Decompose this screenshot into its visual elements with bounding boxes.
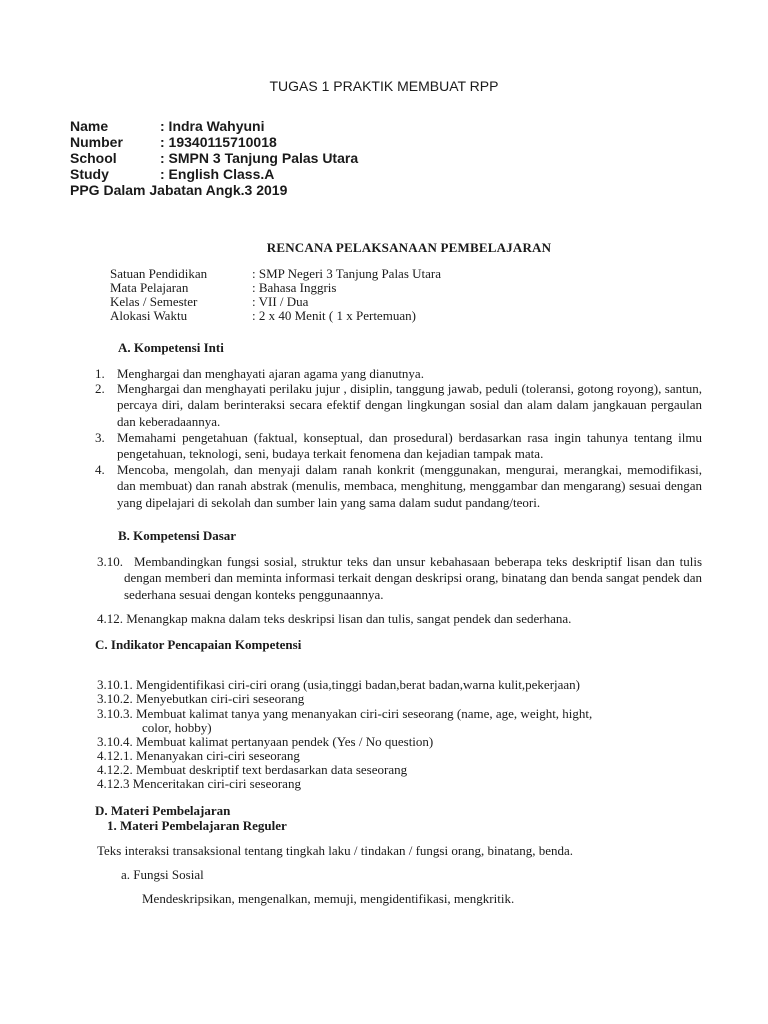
ki-number: 2. [95, 381, 105, 396]
section-heading-indikator: C. Indikator Pencapaian Kompetensi [95, 637, 302, 652]
identity-label-study: Study [70, 166, 109, 182]
meta-value-mapel: : Bahasa Inggris [252, 280, 337, 295]
meta-label-mapel: Mata Pelajaran [110, 280, 189, 295]
ki-number: 1. [95, 366, 105, 381]
indikator-item: 4.12.3 Menceritakan ciri-ciri seseorang [97, 776, 301, 791]
indikator-item-continuation: color, hobby) [142, 720, 212, 735]
meta-value-alokasi: : 2 x 40 Menit ( 1 x Pertemuan) [252, 308, 416, 323]
indikator-item: 3.10.2. Menyebutkan ciri-ciri seseorang [97, 691, 305, 706]
ki-number: 3. [95, 430, 105, 445]
identity-label-number: Number [70, 134, 123, 150]
materi-fungsi-sosial-text: Mendeskripsikan, mengenalkan, memuji, mengidentifikasi, mengkritik. [142, 891, 515, 906]
indikator-item: 3.10.3. Membuat kalimat tanya yang menanyakan ciri-ciri seseorang (name, age, weight, hight, [97, 706, 593, 721]
materi-intro: Teks interaksi transaksional tentang tingkah laku / tindakan / fungsi orang, binatang, benda. [97, 843, 573, 858]
kd-item: 4.12. Menangkap makna dalam teks deskripsi lisan dan tulis, sangat pendek dan sederhana. [97, 611, 572, 626]
identity-value-name: : Indra Wahyuni [160, 118, 265, 134]
ki-text: Memahami pengetahuan (faktual, konseptual, dan prosedural) berdasarkan rasa ingin tahunya tentang ilmu pengetahuan, teknologi, seni, budaya terkait fenomena dan kejadian tampak mata. [117, 430, 702, 462]
program-line: PPG Dalam Jabatan Angk.3 2019 [70, 182, 288, 198]
materi-item-fungsi-sosial: a. Fungsi Sosial [121, 867, 204, 882]
identity-label-school: School [70, 150, 117, 166]
meta-value-satuan: : SMP Negeri 3 Tanjung Palas Utara [252, 266, 442, 281]
identity-label-name: Name [70, 118, 109, 134]
section-heading-materi: D. Materi Pembelajaran [95, 803, 231, 818]
document-title: TUGAS 1 PRAKTIK MEMBUAT RPP [269, 78, 499, 94]
sub-heading-materi-reguler: 1. Materi Pembelajaran Reguler [107, 818, 287, 833]
meta-label-kelas: Kelas / Semester [110, 294, 198, 309]
identity-value-number: : 19340115710018 [160, 134, 277, 150]
rpp-title: RENCANA PELAKSANAAN PEMBELAJARAN [266, 240, 552, 255]
indikator-item: 3.10.4. Membuat kalimat pertanyaan pendek (Yes / No question) [97, 734, 434, 749]
ki-text: Mencoba, mengolah, dan menyaji dalam ranah konkrit (menggunakan, mengurai, merangkai, memodifikasi, dan membuat) dan ranah abstrak (menulis, membaca, menghitung, menggambar dan mengarang) sesuai dengan yang dipelajari di sekolah dan sumber lain yang sama dalam sudut pandang/teori. [117, 462, 702, 510]
meta-label-alokasi: Alokasi Waktu [110, 308, 188, 323]
kd-number: 3.10. [97, 554, 123, 569]
indikator-item: 4.12.1. Menanyakan ciri-ciri seseorang [97, 748, 300, 763]
meta-label-satuan: Satuan Pendidikan [110, 266, 208, 281]
indikator-item: 3.10.1. Mengidentifikasi ciri-ciri orang (usia,tinggi badan,berat badan,warna kulit,pekerjaan) [97, 677, 580, 692]
identity-value-school: : SMPN 3 Tanjung Palas Utara [160, 150, 359, 166]
kd-text: Membandingkan fungsi sosial, struktur teks dan unsur kebahasaan beberapa teks deskriptif lisan dan tulis dengan memberi dan meminta informasi terkait dengan deskripsi orang, binatang dan benda sangat pendek dan sederhana sesuai dengan konteks penggunaannya. [124, 554, 702, 602]
section-heading-kompetensi-inti: A. Kompetensi Inti [118, 340, 224, 355]
indikator-item: 4.12.2. Membuat deskriptif text berdasarkan data seseorang [97, 762, 408, 777]
meta-value-kelas: : VII / Dua [252, 294, 309, 309]
ki-number: 4. [95, 462, 105, 477]
section-heading-kompetensi-dasar: B. Kompetensi Dasar [118, 528, 237, 543]
identity-value-study: : English Class.A [160, 166, 275, 182]
ki-text: Menghargai dan menghayati ajaran agama yang dianutnya. [117, 366, 424, 381]
ki-text: Menghargai dan menghayati perilaku jujur , disiplin, tanggung jawab, peduli (toleransi, gotong royong), santun, percaya diri, dalam berinteraksi secara efektif dengan lingkungan sosial dan alam dalam jangkauan pergaulan dan keberadaannya. [117, 381, 702, 429]
